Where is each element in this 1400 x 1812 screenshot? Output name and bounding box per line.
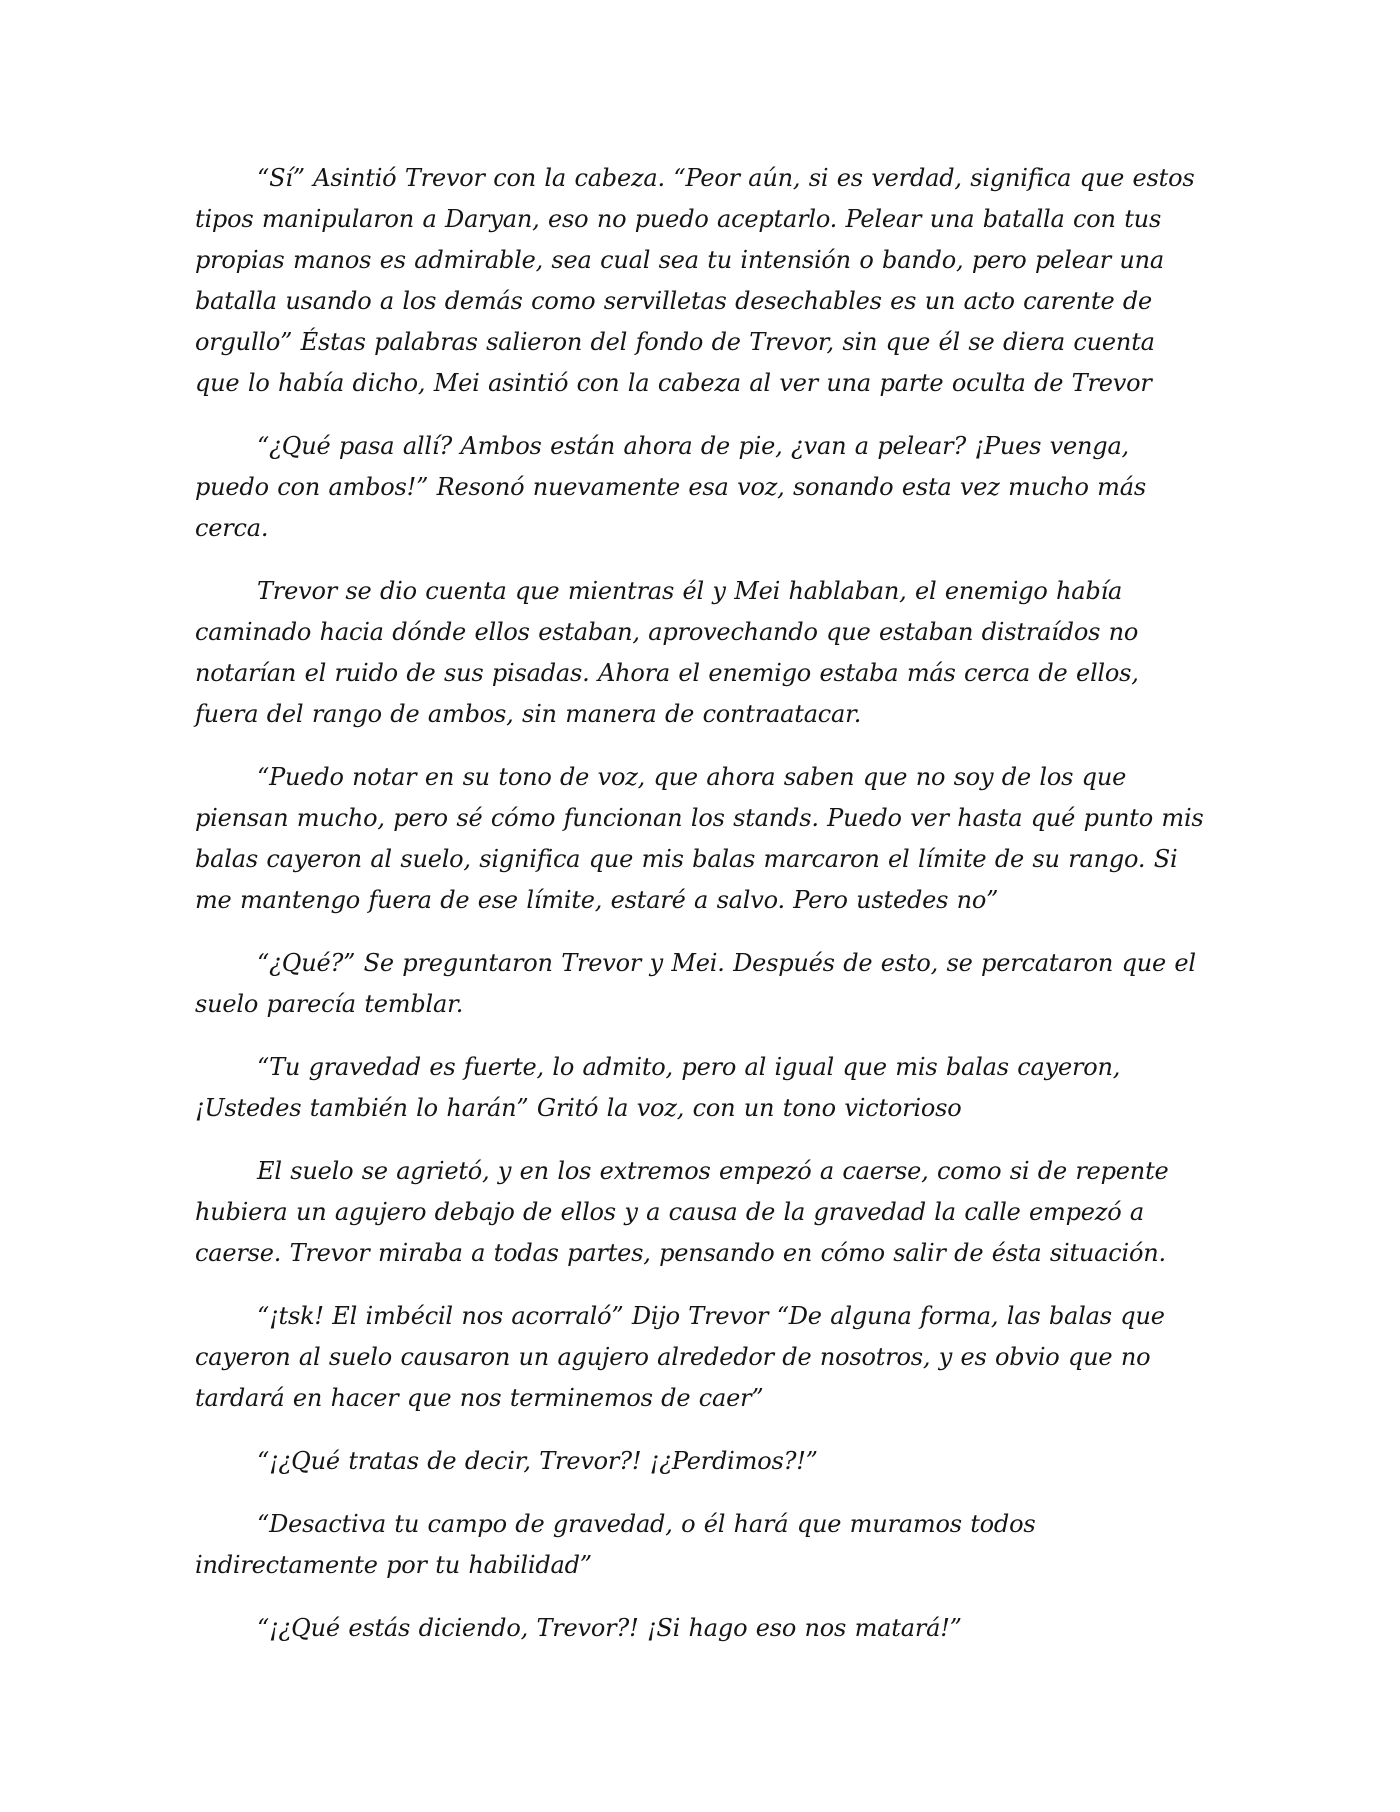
paragraph: “¿Qué pasa allí? Ambos están ahora de pie, ¿van a pelear? ¡Pues venga, puedo con ambos!” Resonó nuevamente esa voz, sonando esta vez mucho más cerca.	[195, 432, 1146, 542]
paragraph: “¡¿Qué estás diciendo, Trevor?! ¡Si hago eso nos matará!”	[257, 1614, 962, 1642]
paragraph: “Puedo notar en su tono de voz, que ahora saben que no soy de los que piensan mucho, pero sé cómo funcionan los stands. Puedo ver hasta qué punto mis balas cayeron al suelo, significa que mis balas marcaron el límite de su rango. Si me mantengo fuera de ese límite, estaré a salvo. Pero ustedes no”	[195, 763, 1204, 914]
document-body	[195, 158, 1207, 1671]
paragraph: “¡tsk! El imbécil nos acorraló” Dijo Trevor “De alguna forma, las balas que cayeron al suelo causaron un agujero alrededor de nosotros, y es obvio que no tardará en hacer que nos terminemos de caer”	[195, 1302, 1165, 1412]
paragraph: “Desactiva tu campo de gravedad, o él hará que muramos todos indirectamente por tu habilidad”	[195, 1510, 1036, 1579]
paragraph: “Sí” Asintió Trevor con la cabeza. “Peor aún, si es verdad, significa que estos tipos manipularon a Daryan, eso no puedo aceptarlo. Pelear una batalla con tus propias manos es admirable, sea cual sea tu intensión o bando, pero pelear una batalla usando a los demás como servilletas desechables es un acto carente de orgullo” Éstas palabras salieron del fondo de Trevor, sin que él se diera cuenta que lo había dicho, Mei asintió con la cabeza al ver una parte oculta de Trevor	[195, 164, 1195, 397]
paragraph: El suelo se agrietó, y en los extremos empezó a caerse, como si de repente hubiera un agujero debajo de ellos y a causa de la gravedad la calle empezó a caerse. Trevor miraba a todas partes, pensando en cómo salir de ésta situación.	[195, 1157, 1169, 1267]
paragraph: “¡¿Qué tratas de decir, Trevor?! ¡¿Perdimos?!”	[257, 1447, 818, 1475]
paragraph: “Tu gravedad es fuerte, lo admito, pero al igual que mis balas cayeron, ¡Ustedes también lo harán” Gritó la voz, con un tono victorioso	[195, 1053, 1121, 1122]
paragraph: Trevor se dio cuenta que mientras él y Mei hablaban, el enemigo había caminado hacia dónde ellos estaban, aprovechando que estaban distraídos no notarían el ruido de sus pisadas. Ahora el enemigo estaba más cerca de ellos, fuera del rango de ambos, sin manera de contraatacar.	[195, 577, 1139, 728]
paragraph: “¿Qué?” Se preguntaron Trevor y Mei. Después de esto, se percataron que el suelo parecía temblar.	[195, 949, 1196, 1018]
